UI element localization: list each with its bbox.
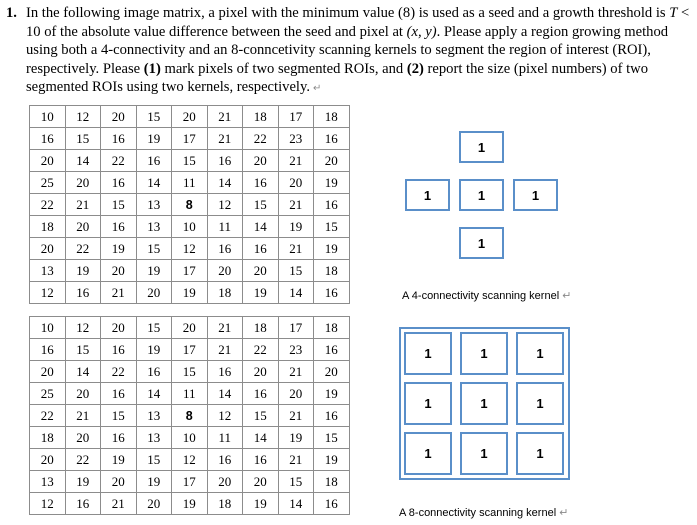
kernel8-cell: 1 (404, 382, 452, 425)
pixel-cell: 19 (243, 493, 279, 515)
math-T: T (669, 5, 678, 21)
kernel8-cell: 1 (460, 332, 508, 375)
pixel-cell: 22 (30, 405, 66, 427)
kernel4-cell-top: 1 (459, 131, 504, 163)
pixel-cell: 15 (278, 260, 314, 282)
pixel-cell: 19 (136, 128, 172, 150)
pixel-cell: 20 (243, 260, 279, 282)
pixel-cell: 25 (30, 383, 66, 405)
pixel-cell: 10 (30, 106, 66, 128)
pixel-cell: 16 (207, 238, 243, 260)
pixel-cell: 11 (172, 383, 208, 405)
pixel-cell: 20 (65, 383, 101, 405)
kernel4-cell-left: 1 (405, 179, 450, 211)
pixel-cell: 16 (207, 150, 243, 172)
paragraph-mark-icon: ↵ (559, 506, 569, 519)
pixel-cell: 21 (278, 194, 314, 216)
pixel-cell: 20 (243, 471, 279, 493)
pixel-cell: 21 (278, 449, 314, 471)
matrix-row (30, 260, 350, 282)
pixel-cell: 12 (65, 106, 101, 128)
pixel-cell: 20 (314, 361, 350, 383)
pixel-cell: 16 (30, 128, 66, 150)
problem-number: 1. (6, 5, 17, 21)
pixel-cell: 14 (278, 493, 314, 515)
pixel-cell: 15 (136, 449, 172, 471)
pixel-cell: 19 (136, 471, 172, 493)
pixel-cell: 13 (136, 216, 172, 238)
pixel-cell: 19 (278, 216, 314, 238)
pixel-cell: 17 (172, 471, 208, 493)
pixel-cell: 13 (136, 405, 172, 427)
pixel-cell: 16 (243, 449, 279, 471)
pixel-cell: 21 (278, 361, 314, 383)
matrix-row (30, 471, 350, 493)
matrix-row (30, 361, 350, 383)
pixel-cell: 19 (136, 339, 172, 361)
kernel4-cell-right: 1 (513, 179, 558, 211)
kernel4-caption (402, 289, 571, 302)
pixel-cell: 14 (136, 172, 172, 194)
kernel4-cell-bottom: 1 (459, 227, 504, 259)
pixel-cell: 14 (243, 216, 279, 238)
pixel-cell: 16 (101, 383, 137, 405)
pixel-cell: 19 (314, 238, 350, 260)
pixel-cell: 12 (172, 449, 208, 471)
pixel-cell: 14 (136, 383, 172, 405)
image-matrix-8conn (29, 316, 350, 515)
pixel-cell: 20 (172, 317, 208, 339)
pixel-cell: 23 (278, 339, 314, 361)
pixel-cell: 20 (278, 383, 314, 405)
matrix-row (30, 339, 350, 361)
kernel8-cell: 1 (404, 332, 452, 375)
problem-seg4: mark pixels of two segmented ROIs, and (160, 60, 407, 77)
pixel-cell: 18 (30, 427, 66, 449)
pixel-cell: 18 (314, 260, 350, 282)
pixel-cell: 16 (243, 172, 279, 194)
problem-seg1: In the following image matrix, a pixel with the minimum value (8) is used as a seed and a growth threshold is (26, 5, 670, 21)
pixel-cell: 20 (136, 282, 172, 304)
math-xy: (x, y) (406, 23, 437, 40)
pixel-cell: 16 (101, 216, 137, 238)
pixel-cell: 20 (65, 172, 101, 194)
pixel-cell: 19 (278, 427, 314, 449)
pixel-cell: 19 (172, 282, 208, 304)
pixel-cell: 13 (30, 471, 66, 493)
matrix-row (30, 282, 350, 304)
pixel-cell: 15 (314, 216, 350, 238)
pixel-cell: 17 (278, 317, 314, 339)
pixel-cell: 14 (65, 361, 101, 383)
problem-seg2: < 10 of the absolute value difference between the seed and pixel at (26, 5, 690, 40)
pixel-cell: 15 (314, 427, 350, 449)
pixel-cell: 19 (243, 282, 279, 304)
kernel8-caption (399, 506, 568, 519)
pixel-cell: 15 (101, 194, 137, 216)
pixel-cell: 20 (65, 427, 101, 449)
pixel-cell: 19 (101, 238, 137, 260)
pixel-cell: 16 (101, 339, 137, 361)
pixel-cell: 21 (101, 493, 137, 515)
pixel-cell: 10 (30, 317, 66, 339)
pixel-cell: 20 (101, 471, 137, 493)
pixel-cell: 15 (65, 128, 101, 150)
pixel-cell: 13 (136, 427, 172, 449)
pixel-cell: 22 (101, 150, 137, 172)
pixel-cell: 16 (314, 493, 350, 515)
pixel-cell: 16 (314, 194, 350, 216)
pixel-cell: 22 (65, 449, 101, 471)
pixel-cell: 20 (30, 150, 66, 172)
pixel-cell: 16 (314, 128, 350, 150)
matrix-row (30, 216, 350, 238)
pixel-cell: 12 (207, 405, 243, 427)
pixel-cell: 16 (136, 150, 172, 172)
pixel-cell: 12 (172, 238, 208, 260)
kernel8-cell: 1 (460, 382, 508, 425)
pixel-cell: 18 (314, 471, 350, 493)
pixel-cell: 22 (243, 339, 279, 361)
pixel-cell: 13 (136, 194, 172, 216)
pixel-cell: 21 (207, 339, 243, 361)
pixel-cell: 21 (65, 194, 101, 216)
part-2-label: (2) (406, 60, 424, 77)
pixel-cell: 16 (65, 493, 101, 515)
pixel-cell: 11 (207, 427, 243, 449)
matrix-row (30, 106, 350, 128)
pixel-cell: 16 (243, 238, 279, 260)
kernel4-caption-text: A 4-connectivity scanning kernel (402, 290, 560, 302)
pixel-cell: 16 (243, 383, 279, 405)
pixel-cell: 12 (30, 493, 66, 515)
pixel-cell: 22 (243, 128, 279, 150)
matrix-row (30, 449, 350, 471)
pixel-cell: 15 (172, 150, 208, 172)
seed-pixel: 8 (172, 405, 208, 427)
pixel-cell: 11 (172, 172, 208, 194)
pixel-cell: 16 (314, 405, 350, 427)
pixel-cell: 20 (101, 260, 137, 282)
matrix-row (30, 427, 350, 449)
pixel-cell: 15 (172, 361, 208, 383)
pixel-cell: 21 (207, 317, 243, 339)
pixel-cell: 20 (278, 172, 314, 194)
pixel-cell: 15 (136, 317, 172, 339)
pixel-cell: 15 (65, 339, 101, 361)
pixel-cell: 18 (314, 106, 350, 128)
pixel-cell: 19 (314, 449, 350, 471)
part-1-label: (1) (143, 60, 161, 77)
paragraph-mark-icon: ↵ (312, 83, 322, 95)
pixel-cell: 22 (65, 238, 101, 260)
pixel-cell: 16 (136, 361, 172, 383)
pixel-cell: 14 (243, 427, 279, 449)
pixel-cell: 14 (278, 282, 314, 304)
pixel-cell: 16 (65, 282, 101, 304)
pixel-cell: 18 (243, 317, 279, 339)
pixel-cell: 20 (101, 317, 137, 339)
pixel-cell: 17 (278, 106, 314, 128)
pixel-cell: 11 (207, 216, 243, 238)
pixel-cell: 15 (101, 405, 137, 427)
pixel-cell: 14 (65, 150, 101, 172)
pixel-cell: 19 (136, 260, 172, 282)
pixel-cell: 17 (172, 128, 208, 150)
pixel-cell: 16 (101, 427, 137, 449)
pixel-cell: 20 (30, 238, 66, 260)
pixel-cell: 15 (136, 238, 172, 260)
pixel-cell: 16 (101, 172, 137, 194)
pixel-cell: 20 (101, 106, 137, 128)
paragraph-mark-icon: ↵ (562, 289, 572, 302)
pixel-cell: 16 (30, 339, 66, 361)
kernel-8-connectivity (399, 327, 570, 480)
pixel-cell: 12 (30, 282, 66, 304)
kernel8-cell: 1 (516, 332, 564, 375)
pixel-cell: 21 (278, 150, 314, 172)
problem-text (26, 4, 692, 99)
pixel-cell: 20 (207, 260, 243, 282)
problem-seg5: report the size (pixel numbers) of two segmented ROIs using two kernels, respectively. (26, 60, 648, 96)
kernel8-caption-text: A 8-connectivity scanning kernel (399, 507, 557, 519)
pixel-cell: 16 (207, 449, 243, 471)
pixel-cell: 20 (207, 471, 243, 493)
pixel-cell: 14 (207, 383, 243, 405)
pixel-cell: 25 (30, 172, 66, 194)
pixel-cell: 18 (243, 106, 279, 128)
pixel-cell: 20 (243, 150, 279, 172)
matrix-row (30, 493, 350, 515)
pixel-cell: 22 (101, 361, 137, 383)
pixel-cell: 21 (101, 282, 137, 304)
pixel-cell: 20 (65, 216, 101, 238)
pixel-cell: 22 (30, 194, 66, 216)
pixel-cell: 12 (207, 194, 243, 216)
pixel-cell: 14 (207, 172, 243, 194)
matrix-row (30, 383, 350, 405)
matrix-row (30, 194, 350, 216)
pixel-cell: 18 (207, 493, 243, 515)
pixel-cell: 19 (65, 471, 101, 493)
pixel-cell: 18 (207, 282, 243, 304)
image-matrix-4conn (29, 105, 350, 304)
pixel-cell: 19 (65, 260, 101, 282)
pixel-cell: 16 (101, 128, 137, 150)
kernel4-cell-center: 1 (459, 179, 504, 211)
pixel-cell: 20 (30, 361, 66, 383)
pixel-cell: 19 (314, 172, 350, 194)
pixel-cell: 12 (65, 317, 101, 339)
pixel-cell: 18 (30, 216, 66, 238)
matrix-row (30, 150, 350, 172)
pixel-cell: 17 (172, 339, 208, 361)
pixel-cell: 23 (278, 128, 314, 150)
pixel-cell: 21 (278, 238, 314, 260)
kernel8-cell: 1 (404, 432, 452, 475)
pixel-cell: 16 (314, 282, 350, 304)
matrix-row (30, 317, 350, 339)
kernel8-cell: 1 (516, 432, 564, 475)
pixel-cell: 13 (30, 260, 66, 282)
pixel-cell: 20 (30, 449, 66, 471)
pixel-cell: 15 (278, 471, 314, 493)
pixel-cell: 18 (314, 317, 350, 339)
pixel-cell: 19 (172, 493, 208, 515)
matrix-row (30, 238, 350, 260)
pixel-cell: 21 (278, 405, 314, 427)
pixel-cell: 17 (172, 260, 208, 282)
pixel-cell: 20 (314, 150, 350, 172)
pixel-cell: 15 (136, 106, 172, 128)
matrix-row (30, 172, 350, 194)
pixel-cell: 19 (314, 383, 350, 405)
matrix-row (30, 405, 350, 427)
pixel-cell: 20 (136, 493, 172, 515)
problem-statement (6, 4, 692, 99)
pixel-cell: 21 (207, 106, 243, 128)
pixel-cell: 21 (207, 128, 243, 150)
pixel-cell: 16 (207, 361, 243, 383)
matrix-row (30, 128, 350, 150)
pixel-cell: 10 (172, 216, 208, 238)
pixel-cell: 21 (65, 405, 101, 427)
pixel-cell: 20 (172, 106, 208, 128)
pixel-cell: 20 (243, 361, 279, 383)
kernel8-cell: 1 (460, 432, 508, 475)
seed-pixel: 8 (172, 194, 208, 216)
pixel-cell: 16 (314, 339, 350, 361)
pixel-cell: 15 (243, 194, 279, 216)
pixel-cell: 10 (172, 427, 208, 449)
pixel-cell: 15 (243, 405, 279, 427)
pixel-cell: 19 (101, 449, 137, 471)
kernel8-cell: 1 (516, 382, 564, 425)
problem-seg3: . Please apply a region growing method using both a 4-connectivity and an 8-conncetivity scanning kernels to segment the region of interest (ROI), respectively. Please (26, 23, 669, 77)
